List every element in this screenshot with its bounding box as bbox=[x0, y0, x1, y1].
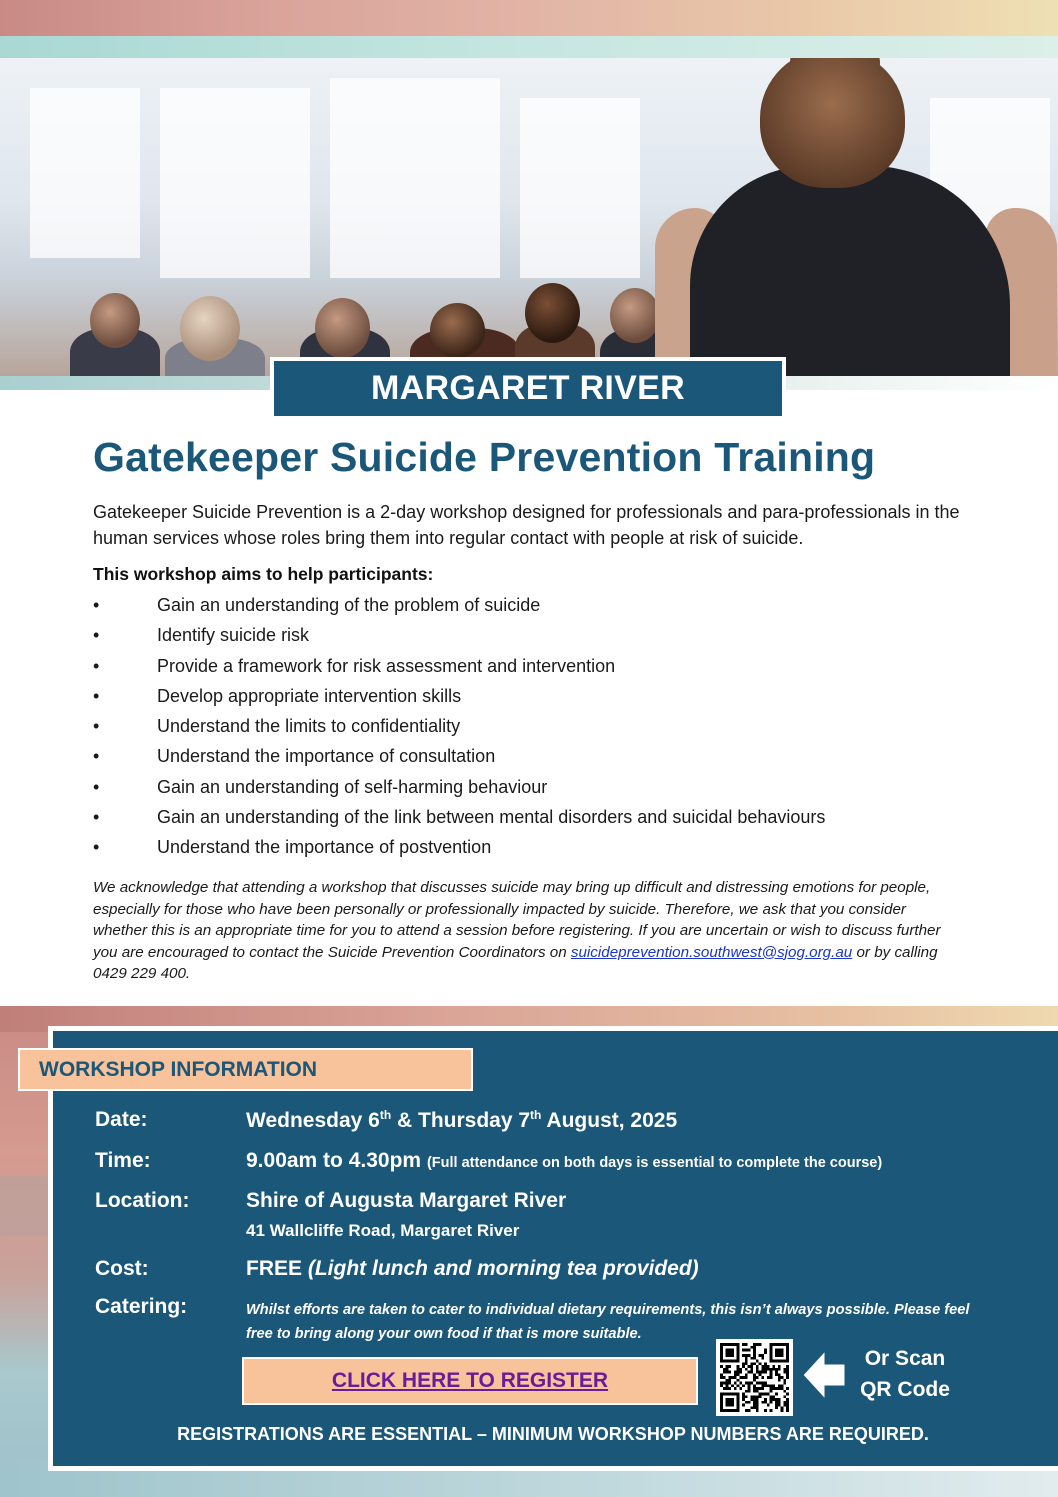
aims-item-text: Provide a framework for risk assessment and intervention bbox=[157, 655, 616, 676]
location-value: Shire of Augusta Margaret River bbox=[246, 1189, 567, 1212]
arrow-left-icon bbox=[801, 1349, 847, 1401]
disclaimer-line-2: especially for those who have been personally or professionally impacted by suicide. Therefore, we ask that you consider bbox=[93, 900, 906, 918]
scan-qr-text bbox=[852, 1343, 958, 1405]
bullet-icon: • bbox=[93, 807, 100, 828]
date-month: August, 2025 bbox=[541, 1109, 678, 1132]
hero-photo bbox=[0, 58, 1058, 376]
register-button[interactable]: CLICK HERE TO REGISTER bbox=[242, 1357, 698, 1405]
catering-line-2: free to bring along your own food if that is more suitable. bbox=[246, 1326, 642, 1342]
catering-text bbox=[246, 1298, 1026, 1346]
qr-code-graphic bbox=[720, 1343, 789, 1412]
bullet-icon: • bbox=[93, 685, 100, 706]
aims-item-text: Understand the limits to confidentiality bbox=[157, 716, 461, 737]
location-label: Location: bbox=[95, 1189, 190, 1212]
page-title: Gatekeeper Suicide Prevention Training bbox=[93, 434, 876, 480]
bullet-icon: • bbox=[93, 716, 100, 737]
scan-line-2: QR Code bbox=[860, 1378, 950, 1401]
cost-free: FREE bbox=[246, 1257, 303, 1280]
date-value bbox=[246, 1108, 677, 1133]
aims-list-item bbox=[93, 713, 973, 743]
time-range: 9.00am to 4.30pm bbox=[246, 1149, 422, 1172]
cost-value bbox=[246, 1257, 699, 1281]
date-sup-2: th bbox=[530, 1108, 542, 1122]
scan-line-1: Or Scan bbox=[864, 1347, 946, 1370]
disclaimer-line-1: We acknowledge that attending a workshop that discusses suicide may bring up difficult and distressing emotions for people, bbox=[93, 879, 931, 896]
location-badge-text: MARGARET RIVER bbox=[274, 361, 782, 416]
aims-item-text: Understand the importance of consultation bbox=[157, 746, 496, 767]
intro-paragraph bbox=[93, 499, 1013, 551]
registrations-note: REGISTRATIONS ARE ESSENTIAL – MINIMUM WORKSHOP NUMBERS ARE REQUIRED. bbox=[177, 1424, 929, 1444]
aims-heading: This workshop aims to help participants: bbox=[93, 564, 434, 584]
catering-line-1: Whilst efforts are taken to cater to individual dietary requirements, this isn’t always possible. Please feel bbox=[246, 1302, 970, 1318]
aims-list-item bbox=[93, 592, 973, 622]
top-decorative-band-teal bbox=[0, 36, 1058, 58]
aims-item-text: Understand the importance of postvention bbox=[157, 837, 492, 858]
qr-code-icon[interactable] bbox=[716, 1339, 793, 1416]
aims-list-item bbox=[93, 774, 973, 804]
catering-label: Catering: bbox=[95, 1295, 188, 1318]
aims-list-item bbox=[93, 834, 973, 864]
aims-item-text: Identify suicide risk bbox=[157, 625, 310, 646]
aims-list-item bbox=[93, 743, 973, 773]
aims-item-text: Gain an understanding of the problem of suicide bbox=[157, 595, 541, 615]
date-day1: Wednesday 6 bbox=[246, 1109, 380, 1132]
top-decorative-band bbox=[0, 0, 1058, 36]
aims-list bbox=[93, 592, 973, 865]
cost-note: (Light lunch and morning tea provided) bbox=[307, 1257, 699, 1280]
date-label: Date: bbox=[95, 1108, 148, 1131]
disclaimer-line-5: 0429 229 400. bbox=[93, 965, 191, 983]
disclaimer-line-4 bbox=[93, 942, 1023, 964]
disclaimer-line-3: whether this is an appropriate time for you to attend a session before registering. If you are uncertain or wish to discuss further bbox=[93, 922, 941, 940]
bullet-icon: • bbox=[93, 595, 100, 615]
bullet-icon: • bbox=[93, 746, 100, 767]
disclaimer-line-4-start: you are encouraged to contact the Suicide Prevention Coordinators on bbox=[93, 943, 571, 961]
aims-list-item bbox=[93, 653, 973, 683]
aims-list-item bbox=[93, 622, 973, 652]
bullet-icon: • bbox=[93, 625, 100, 646]
date-sup-1: th bbox=[379, 1108, 392, 1122]
disclaimer-paragraph bbox=[93, 877, 1023, 985]
bullet-icon: • bbox=[93, 655, 100, 676]
workshop-information-tag: WORKSHOP INFORMATION bbox=[18, 1048, 473, 1091]
intro-line-1: Gatekeeper Suicide Prevention is a 2-day workshop designed for professionals and para-professionals in the bbox=[93, 502, 960, 522]
bullet-icon: • bbox=[93, 837, 100, 858]
aims-item-text: Gain an understanding of the link between mental disorders and suicidal behaviours bbox=[157, 807, 826, 828]
email-link[interactable]: suicideprevention.southwest@sjog.org.au bbox=[570, 943, 853, 961]
intro-line-2: human services whose roles bring them into regular contact with people at risk of suicide. bbox=[93, 528, 804, 548]
disclaimer-line-4-end: or by calling bbox=[852, 943, 938, 961]
cost-label: Cost: bbox=[95, 1257, 149, 1280]
location-badge bbox=[270, 357, 786, 420]
time-label: Time: bbox=[95, 1149, 151, 1172]
aims-list-item bbox=[93, 804, 973, 834]
bullet-icon: • bbox=[93, 776, 100, 797]
aims-item-text: Develop appropriate intervention skills bbox=[157, 685, 462, 706]
date-day2: & Thursday 7 bbox=[391, 1109, 531, 1132]
aims-item-text: Gain an understanding of self-harming behaviour bbox=[157, 776, 548, 797]
location-address: 41 Wallcliffe Road, Margaret River bbox=[246, 1221, 520, 1240]
aims-list-item bbox=[93, 683, 973, 713]
time-note: (Full attendance on both days is essential to complete the course) bbox=[426, 1155, 883, 1171]
time-value bbox=[246, 1149, 882, 1173]
